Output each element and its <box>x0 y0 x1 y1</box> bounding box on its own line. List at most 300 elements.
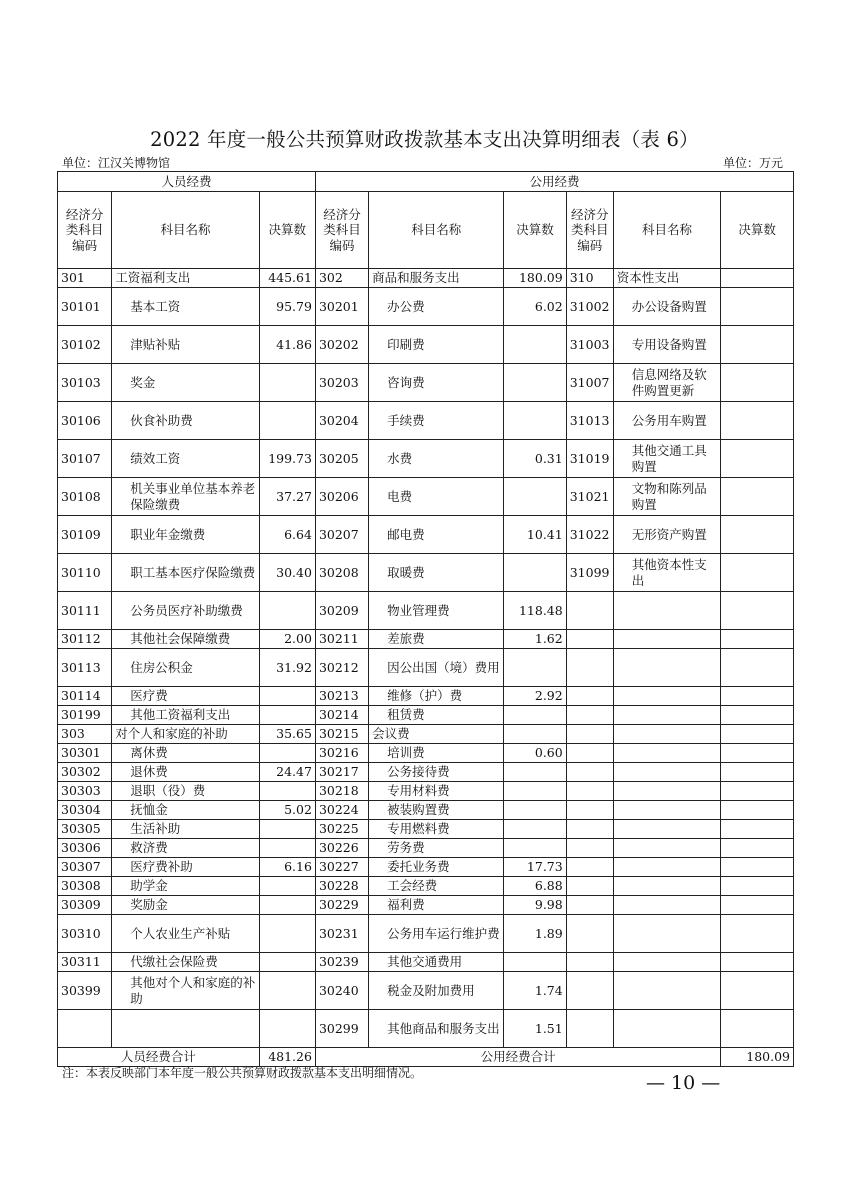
name-cell: 文物和陈列品购置 <box>613 478 720 516</box>
amount-cell: 24.47 <box>259 763 315 782</box>
amount-cell <box>721 972 794 1010</box>
code-cell: 31013 <box>566 402 613 440</box>
header-amount: 决算数 <box>504 192 566 269</box>
amount-cell <box>259 402 315 440</box>
code-cell <box>566 839 613 858</box>
code-cell: 30204 <box>315 402 368 440</box>
amount-cell: 0.60 <box>504 744 566 763</box>
name-cell <box>613 953 720 972</box>
unit-organization: 单位：江汉关博物馆 <box>62 156 171 170</box>
name-cell: 其他资本性支出 <box>613 554 720 592</box>
personnel-total-label: 人员经费合计 <box>58 1048 260 1067</box>
amount-cell <box>721 516 794 554</box>
code-cell <box>566 649 613 687</box>
code-cell: 30311 <box>58 953 112 972</box>
code-cell <box>566 877 613 896</box>
code-cell: 301 <box>58 269 112 288</box>
name-cell: 会议费 <box>369 725 504 744</box>
name-cell: 离休费 <box>112 744 259 763</box>
code-cell <box>566 725 613 744</box>
header-code: 经济分类科目编码 <box>315 192 368 269</box>
table-row <box>58 364 794 402</box>
code-cell: 30203 <box>315 364 368 402</box>
name-cell <box>613 1010 720 1048</box>
name-cell: 奖励金 <box>112 896 259 915</box>
code-cell <box>566 687 613 706</box>
name-cell: 邮电费 <box>369 516 504 554</box>
name-cell: 取暖费 <box>369 554 504 592</box>
table-row <box>58 820 794 839</box>
name-cell: 公务用车购置 <box>613 402 720 440</box>
code-cell: 30309 <box>58 896 112 915</box>
name-cell: 津贴补贴 <box>112 326 259 364</box>
name-cell <box>613 782 720 801</box>
name-cell: 税金及附加费用 <box>369 972 504 1010</box>
code-cell <box>566 782 613 801</box>
name-cell: 伙食补助费 <box>112 402 259 440</box>
name-cell: 委托业务费 <box>369 858 504 877</box>
name-cell: 基本工资 <box>112 288 259 326</box>
code-cell: 31099 <box>566 554 613 592</box>
code-cell: 30306 <box>58 839 112 858</box>
name-cell: 住房公积金 <box>112 649 259 687</box>
code-cell <box>566 630 613 649</box>
code-cell: 30108 <box>58 478 112 516</box>
name-cell: 代缴社会保险费 <box>112 953 259 972</box>
amount-cell <box>259 706 315 725</box>
name-cell <box>613 706 720 725</box>
name-cell: 无形资产购置 <box>613 516 720 554</box>
code-cell: 30103 <box>58 364 112 402</box>
code-cell: 30216 <box>315 744 368 763</box>
name-cell: 电费 <box>369 478 504 516</box>
name-cell: 医疗费补助 <box>112 858 259 877</box>
name-cell <box>613 820 720 839</box>
expenditure-table <box>57 171 794 1067</box>
table-row <box>58 649 794 687</box>
amount-cell <box>721 649 794 687</box>
amount-cell: 180.09 <box>504 269 566 288</box>
table-row <box>58 782 794 801</box>
page-title: 2022 年度一般公共预算财政拨款基本支出决算明细表（表 6） <box>150 128 699 151</box>
code-cell: 30239 <box>315 953 368 972</box>
amount-cell <box>504 801 566 820</box>
code-cell: 30207 <box>315 516 368 554</box>
code-cell: 30201 <box>315 288 368 326</box>
amount-cell <box>259 744 315 763</box>
code-cell: 30228 <box>315 877 368 896</box>
amount-cell <box>504 763 566 782</box>
amount-cell <box>721 858 794 877</box>
amount-cell: 1.74 <box>504 972 566 1010</box>
table-row <box>58 326 794 364</box>
group-header-row <box>58 172 794 192</box>
name-cell <box>613 744 720 763</box>
code-cell: 31019 <box>566 440 613 478</box>
name-cell: 其他商品和服务支出 <box>369 1010 504 1048</box>
amount-cell <box>721 763 794 782</box>
name-cell: 物业管理费 <box>369 592 504 630</box>
code-cell <box>566 801 613 820</box>
name-cell <box>613 896 720 915</box>
code-cell: 30209 <box>315 592 368 630</box>
amount-cell <box>721 554 794 592</box>
amount-cell <box>504 402 566 440</box>
table-row <box>58 706 794 725</box>
amount-cell <box>504 478 566 516</box>
header-name: 科目名称 <box>613 192 720 269</box>
name-cell: 因公出国（境）费用 <box>369 649 504 687</box>
name-cell: 差旅费 <box>369 630 504 649</box>
amount-cell <box>721 687 794 706</box>
name-cell: 租赁费 <box>369 706 504 725</box>
code-cell: 30213 <box>315 687 368 706</box>
header-code: 经济分类科目编码 <box>58 192 112 269</box>
header-name: 科目名称 <box>112 192 259 269</box>
name-cell: 其他对个人和家庭的补助 <box>112 972 259 1010</box>
name-cell: 手续费 <box>369 402 504 440</box>
group-header-personnel: 人员经费 <box>58 172 316 192</box>
code-cell: 30211 <box>315 630 368 649</box>
header-code: 经济分类科目编码 <box>566 192 613 269</box>
amount-cell <box>721 953 794 972</box>
amount-cell <box>259 592 315 630</box>
amount-cell: 31.92 <box>259 649 315 687</box>
name-cell: 资本性支出 <box>613 269 720 288</box>
code-cell: 30240 <box>315 972 368 1010</box>
code-cell <box>566 972 613 1010</box>
name-cell: 办公设备购置 <box>613 288 720 326</box>
amount-cell <box>721 839 794 858</box>
table-row <box>58 288 794 326</box>
table-row <box>58 516 794 554</box>
name-cell <box>613 915 720 953</box>
amount-cell <box>504 782 566 801</box>
code-cell <box>58 1010 112 1048</box>
name-cell: 救济费 <box>112 839 259 858</box>
name-cell: 绩效工资 <box>112 440 259 478</box>
code-cell: 302 <box>315 269 368 288</box>
amount-cell: 6.02 <box>504 288 566 326</box>
amount-cell: 35.65 <box>259 725 315 744</box>
table-row <box>58 953 794 972</box>
amount-cell: 1.89 <box>504 915 566 953</box>
table-row <box>58 915 794 953</box>
amount-cell <box>504 649 566 687</box>
column-header-row <box>58 192 794 269</box>
table-row <box>58 896 794 915</box>
unit-currency: 单位：万元 <box>722 156 783 170</box>
amount-cell: 10.41 <box>504 516 566 554</box>
name-cell: 印刷费 <box>369 326 504 364</box>
code-cell: 30304 <box>58 801 112 820</box>
code-cell: 30215 <box>315 725 368 744</box>
table-row <box>58 972 794 1010</box>
amount-cell: 118.48 <box>504 592 566 630</box>
code-cell: 31003 <box>566 326 613 364</box>
amount-cell <box>721 896 794 915</box>
table-row <box>58 858 794 877</box>
amount-cell <box>259 782 315 801</box>
amount-cell <box>504 953 566 972</box>
table-row <box>58 687 794 706</box>
amount-cell <box>259 953 315 972</box>
amount-cell: 0.31 <box>504 440 566 478</box>
name-cell: 其他交通工具购置 <box>613 440 720 478</box>
amount-cell: 1.62 <box>504 630 566 649</box>
amount-cell <box>721 915 794 953</box>
table-row <box>58 877 794 896</box>
table-row <box>58 402 794 440</box>
code-cell: 31007 <box>566 364 613 402</box>
group-header-public: 公用经费 <box>315 172 793 192</box>
code-cell <box>566 915 613 953</box>
table-row <box>58 630 794 649</box>
amount-cell <box>259 877 315 896</box>
name-cell: 专用设备购置 <box>613 326 720 364</box>
amount-cell: 41.86 <box>259 326 315 364</box>
table-row <box>58 592 794 630</box>
amount-cell <box>504 839 566 858</box>
amount-cell <box>721 706 794 725</box>
code-cell: 30202 <box>315 326 368 364</box>
amount-cell: 199.73 <box>259 440 315 478</box>
name-cell: 医疗费 <box>112 687 259 706</box>
amount-cell <box>721 592 794 630</box>
name-cell: 退职（役）费 <box>112 782 259 801</box>
amount-cell: 6.64 <box>259 516 315 554</box>
amount-cell: 5.02 <box>259 801 315 820</box>
name-cell: 生活补助 <box>112 820 259 839</box>
name-cell: 其他社会保障缴费 <box>112 630 259 649</box>
code-cell: 30231 <box>315 915 368 953</box>
amount-cell <box>259 839 315 858</box>
code-cell: 30107 <box>58 440 112 478</box>
amount-cell: 30.40 <box>259 554 315 592</box>
name-cell <box>613 592 720 630</box>
code-cell: 30217 <box>315 763 368 782</box>
code-cell: 30303 <box>58 782 112 801</box>
amount-cell: 445.61 <box>259 269 315 288</box>
amount-cell: 6.88 <box>504 877 566 896</box>
header-amount: 决算数 <box>721 192 794 269</box>
amount-cell: 95.79 <box>259 288 315 326</box>
code-cell: 30205 <box>315 440 368 478</box>
name-cell: 工资福利支出 <box>112 269 259 288</box>
name-cell <box>112 1010 259 1048</box>
amount-cell <box>721 744 794 763</box>
name-cell: 信息网络及软件购置更新 <box>613 364 720 402</box>
amount-cell: 2.00 <box>259 630 315 649</box>
name-cell: 办公费 <box>369 288 504 326</box>
name-cell: 退休费 <box>112 763 259 782</box>
name-cell <box>613 687 720 706</box>
table-row <box>58 725 794 744</box>
code-cell: 30102 <box>58 326 112 364</box>
name-cell <box>613 630 720 649</box>
code-cell: 303 <box>58 725 112 744</box>
table-row <box>58 554 794 592</box>
name-cell <box>613 649 720 687</box>
code-cell: 31021 <box>566 478 613 516</box>
name-cell: 职业年金缴费 <box>112 516 259 554</box>
amount-cell <box>721 440 794 478</box>
table-row <box>58 1010 794 1048</box>
code-cell <box>566 858 613 877</box>
table-row <box>58 744 794 763</box>
amount-cell <box>259 364 315 402</box>
name-cell: 被装购置费 <box>369 801 504 820</box>
public-total-label: 公用经费合计 <box>315 1048 720 1067</box>
name-cell: 职工基本医疗保险缴费 <box>112 554 259 592</box>
code-cell: 30218 <box>315 782 368 801</box>
amount-cell: 17.73 <box>504 858 566 877</box>
amount-cell: 37.27 <box>259 478 315 516</box>
name-cell <box>613 763 720 782</box>
code-cell <box>566 744 613 763</box>
amount-cell <box>504 554 566 592</box>
amount-cell <box>721 478 794 516</box>
name-cell: 公务员医疗补助缴费 <box>112 592 259 630</box>
table-row <box>58 763 794 782</box>
code-cell: 30111 <box>58 592 112 630</box>
name-cell: 商品和服务支出 <box>369 269 504 288</box>
code-cell: 30307 <box>58 858 112 877</box>
table-row <box>58 440 794 478</box>
amount-cell <box>504 725 566 744</box>
amount-cell <box>259 896 315 915</box>
name-cell: 奖金 <box>112 364 259 402</box>
code-cell <box>566 896 613 915</box>
amount-cell: 1.51 <box>504 1010 566 1048</box>
amount-cell <box>504 364 566 402</box>
code-cell: 30308 <box>58 877 112 896</box>
name-cell: 专用燃料费 <box>369 820 504 839</box>
header-name: 科目名称 <box>369 192 504 269</box>
personnel-total-value: 481.26 <box>259 1048 315 1067</box>
code-cell: 30113 <box>58 649 112 687</box>
code-cell: 31002 <box>566 288 613 326</box>
name-cell <box>613 801 720 820</box>
code-cell: 30310 <box>58 915 112 953</box>
name-cell: 助学金 <box>112 877 259 896</box>
amount-cell <box>721 820 794 839</box>
name-cell <box>613 877 720 896</box>
amount-cell <box>504 820 566 839</box>
amount-cell <box>721 877 794 896</box>
amount-cell <box>721 402 794 440</box>
code-cell <box>566 763 613 782</box>
code-cell: 30101 <box>58 288 112 326</box>
table-row <box>58 839 794 858</box>
amount-cell <box>721 630 794 649</box>
code-cell: 30206 <box>315 478 368 516</box>
amount-cell <box>721 801 794 820</box>
code-cell: 30214 <box>315 706 368 725</box>
amount-cell: 9.98 <box>504 896 566 915</box>
code-cell: 30301 <box>58 744 112 763</box>
code-cell: 30302 <box>58 763 112 782</box>
amount-cell <box>259 1010 315 1048</box>
name-cell: 公务用车运行维护费 <box>369 915 504 953</box>
name-cell <box>613 839 720 858</box>
name-cell: 福利费 <box>369 896 504 915</box>
amount-cell <box>259 915 315 953</box>
code-cell: 30109 <box>58 516 112 554</box>
name-cell: 水费 <box>369 440 504 478</box>
name-cell: 其他交通费用 <box>369 953 504 972</box>
amount-cell: 6.16 <box>259 858 315 877</box>
amount-cell <box>721 782 794 801</box>
name-cell: 劳务费 <box>369 839 504 858</box>
code-cell: 30110 <box>58 554 112 592</box>
code-cell <box>566 706 613 725</box>
table-row <box>58 478 794 516</box>
name-cell: 公务接待费 <box>369 763 504 782</box>
page-number: — 10 — <box>646 1072 721 1094</box>
name-cell: 其他工资福利支出 <box>112 706 259 725</box>
name-cell: 对个人和家庭的补助 <box>112 725 259 744</box>
amount-cell <box>721 288 794 326</box>
code-cell: 30212 <box>315 649 368 687</box>
code-cell: 30399 <box>58 972 112 1010</box>
amount-cell <box>721 725 794 744</box>
name-cell: 咨询费 <box>369 364 504 402</box>
code-cell: 30226 <box>315 839 368 858</box>
code-cell: 30208 <box>315 554 368 592</box>
amount-cell <box>721 1010 794 1048</box>
code-cell: 30305 <box>58 820 112 839</box>
amount-cell <box>259 687 315 706</box>
code-cell <box>566 953 613 972</box>
table-row <box>58 269 794 288</box>
name-cell: 维修（护）费 <box>369 687 504 706</box>
name-cell: 机关事业单位基本养老保险缴费 <box>112 478 259 516</box>
name-cell <box>613 725 720 744</box>
name-cell <box>613 858 720 877</box>
code-cell: 31022 <box>566 516 613 554</box>
amount-cell <box>721 326 794 364</box>
code-cell: 30227 <box>315 858 368 877</box>
code-cell: 30106 <box>58 402 112 440</box>
code-cell: 30224 <box>315 801 368 820</box>
amount-cell <box>259 972 315 1010</box>
code-cell: 30299 <box>315 1010 368 1048</box>
code-cell: 30199 <box>58 706 112 725</box>
footnote: 注：本表反映部门本年度一般公共预算财政拨款基本支出明细情况。 <box>62 1066 423 1080</box>
code-cell: 30114 <box>58 687 112 706</box>
code-cell: 30229 <box>315 896 368 915</box>
code-cell: 30225 <box>315 820 368 839</box>
amount-cell <box>721 364 794 402</box>
code-cell <box>566 592 613 630</box>
amount-cell: 2.92 <box>504 687 566 706</box>
table-row <box>58 801 794 820</box>
amount-cell <box>504 326 566 364</box>
name-cell: 专用材料费 <box>369 782 504 801</box>
name-cell: 培训费 <box>369 744 504 763</box>
name-cell: 个人农业生产补贴 <box>112 915 259 953</box>
name-cell: 抚恤金 <box>112 801 259 820</box>
header-amount: 决算数 <box>259 192 315 269</box>
amount-cell <box>259 820 315 839</box>
code-cell: 30112 <box>58 630 112 649</box>
name-cell <box>613 972 720 1010</box>
name-cell: 工会经费 <box>369 877 504 896</box>
code-cell <box>566 820 613 839</box>
code-cell: 310 <box>566 269 613 288</box>
amount-cell <box>504 706 566 725</box>
